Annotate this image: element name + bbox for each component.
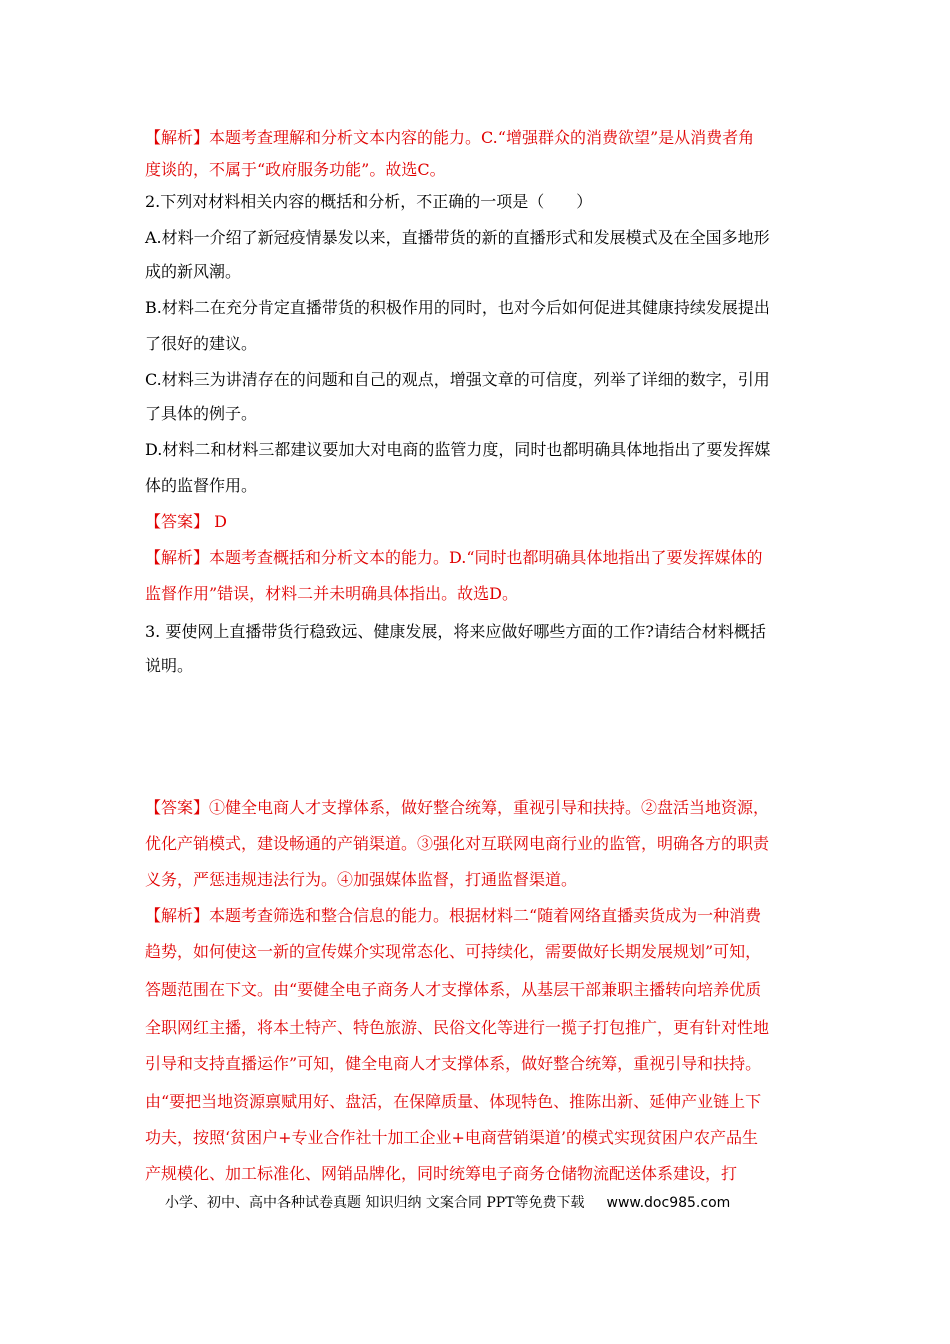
text-line: 义务，严惩违规违法行为。④加强媒体监督，打通监督渠道。 xyxy=(145,870,578,889)
text-line: 【解析】本题考查概括和分析文本的能力。D.“同时也都明确具体地指出了要发挥媒体的 xyxy=(145,548,763,567)
footer-text: 小学、初中、高中各种试卷真题 知识归纳 文案合同 PPT等免费下载 xyxy=(165,1195,585,1211)
text-line: B.材料二在充分肯定直播带货的积极作用的同时，也对今后如何促进其健康持续发展提出 xyxy=(145,298,770,317)
page-footer xyxy=(165,1192,805,1212)
text-line: D.材料二和材料三都建议要加大对电商的监管力度，同时也都明确具体地指出了要发挥媒 xyxy=(145,440,771,459)
text-line: 引导和支持直播运作”可知，健全电商人才支撑体系，做好整合统筹，重视引导和扶持。 xyxy=(145,1054,762,1073)
text-line: 由“要把当地资源禀赋用好、盘活，在保障质量、体现特色、推陈出新、延伸产业链上下 xyxy=(145,1092,762,1111)
text-line: 【解析】本题考查理解和分析文本内容的能力。C.“增强群众的消费欲望”是从消费者角 xyxy=(145,128,755,147)
text-line: 趋势，如何使这一新的宣传媒介实现常态化、可持续化，需要做好长期发展规划”可知， xyxy=(145,942,762,961)
text-line: 【答案】①健全电商人才支撑体系，做好整合统筹，重视引导和扶持。②盘活当地资源， xyxy=(145,798,770,817)
text-line: 3. 要使网上直播带货行稳致远、健康发展，将来应做好哪些方面的工作?请结合材料概括 xyxy=(145,622,766,641)
text-line: 监督作用”错误，材料二并未明确具体指出。故选D。 xyxy=(145,584,519,603)
text-line: 优化产销模式，建设畅通的产销渠道。③强化对互联网电商行业的监管，明确各方的职责 xyxy=(145,834,770,853)
text-line: 说明。 xyxy=(145,656,194,675)
text-line: A.材料一介绍了新冠疫情暴发以来，直播带货的新的直播形式和发展模式及在全国多地形 xyxy=(145,228,770,247)
text-line: 度谈的，不属于“政府服务功能”。故选C。 xyxy=(145,160,446,179)
text-line: 成的新风潮。 xyxy=(145,262,242,281)
text-line: 了很好的建议。 xyxy=(145,334,258,353)
text-line: 2.下列对材料相关内容的概括和分析，不正确的一项是（ ） xyxy=(145,192,593,211)
text-line: 了具体的例子。 xyxy=(145,404,258,423)
text-line: C.材料三为讲清存在的问题和自己的观点，增强文章的可信度，列举了详细的数字，引用 xyxy=(145,370,770,389)
text-line: 功夫，按照‘贫困户+专业合作社十加工企业+电商营销渠道’的模式实现贫困户农产品生 xyxy=(145,1128,758,1147)
text-line: 产规模化、加工标准化、网销品牌化，同时统筹电子商务仓储物流配送体系建设，打 xyxy=(145,1164,738,1183)
text-line: 全职网红主播，将本土特产、特色旅游、民俗文化等进行一揽子打包推广，更有针对性地 xyxy=(145,1018,770,1037)
text-line: 体的监督作用。 xyxy=(145,476,258,495)
text-line: 【答案】 D xyxy=(145,512,227,531)
text-line: 【解析】本题考查筛选和整合信息的能力。根据材料二“随着网络直播卖货成为一种消费 xyxy=(145,906,762,925)
footer-url: www.doc985.com xyxy=(606,1195,731,1211)
text-line: 答题范围在下文。由“要健全电子商务人才支撑体系，从基层干部兼职主播转向培养优质 xyxy=(145,980,762,999)
